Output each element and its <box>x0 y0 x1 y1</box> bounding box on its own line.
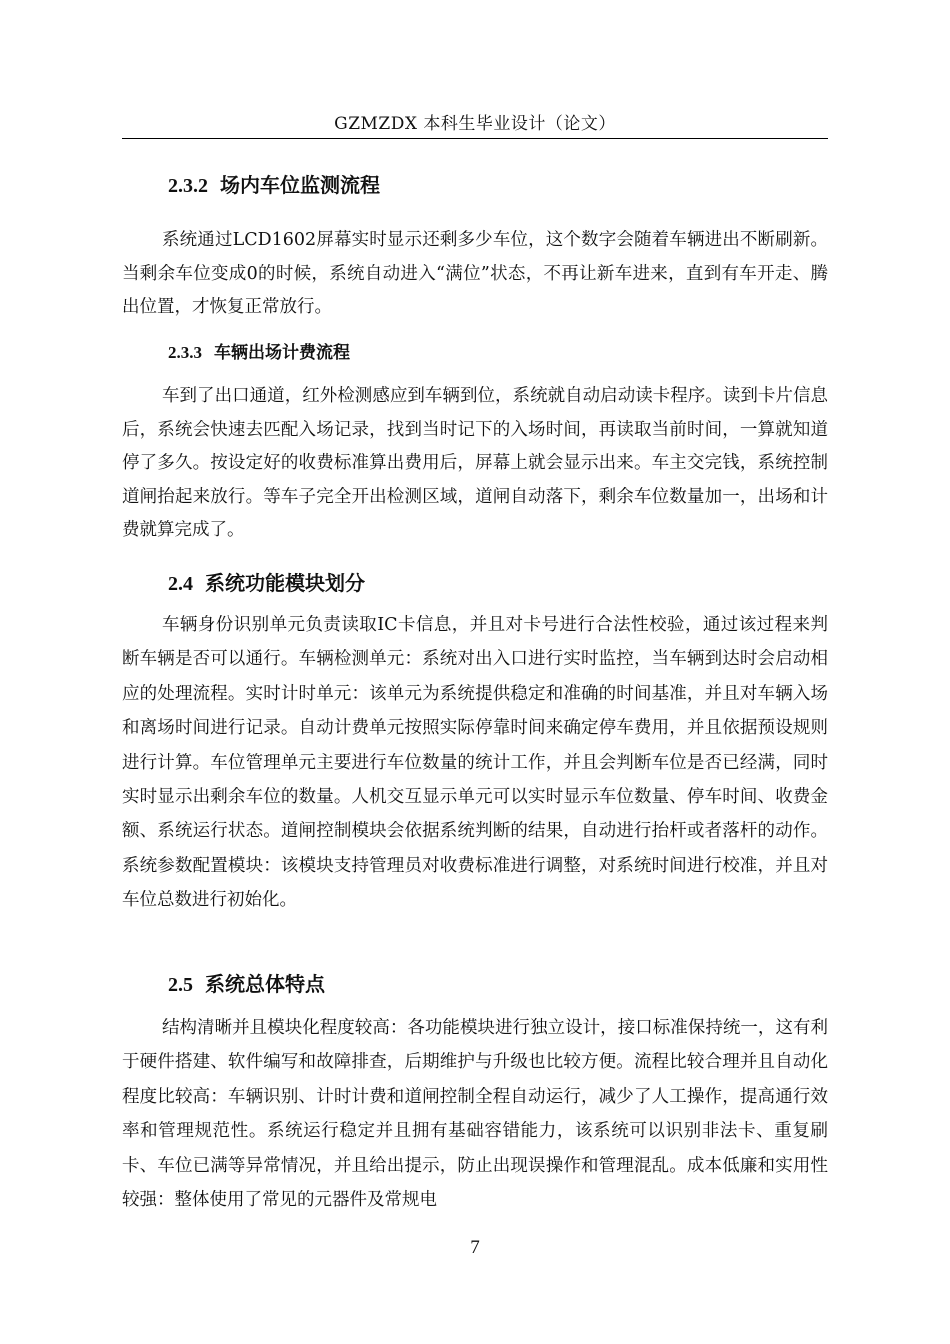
section-heading-2-3-3 <box>168 342 350 364</box>
paragraph-2-3-3: 车到了出口通道，红外检测感应到车辆到位，系统就自动启动读卡程序。读到卡片信息后，系统会快速去匹配入场记录，找到当时记下的入场时间，再读取当前时间，一算就知道停了多久。按设定好的收费标准算出费用后，屏幕上就会显示出来。车主交完钱，系统控制道闸抬起来放行。等车子完全开出检测区域，道闸自动落下，剩余车位数量加一，出场和计费就算完成了。 <box>122 386 828 540</box>
section-heading-2-4 <box>168 570 365 597</box>
section-title: 系统总体特点 <box>205 972 325 996</box>
section-number: 2.3.3 <box>168 343 202 362</box>
section-title: 系统功能模块划分 <box>205 571 365 595</box>
page-number: 7 <box>470 1237 480 1258</box>
paragraph-2-4: 车辆身份识别单元负责读取IC卡信息，并且对卡号进行合法性校验，通过该过程来判断车辆是否可以通行。车辆检测单元：系统对出入口进行实时监控，当车辆到达时会启动相应的处理流程。实时计时单元：该单元为系统提供稳定和准确的时间基准，并且对车辆入场和离场时间进行记录。自动计费单元按照实际停靠时间来确定停车费用，并且依据预设规则进行计算。车位管理单元主要进行车位数量的统计工作，并且会判断车位是否已经满，同时实时显示出剩余车位的数量。人机交互显示单元可以实时显示车位数量、停车时间、收费金额、系统运行状态。道闸控制模块会依据系统判断的结果，自动进行抬杆或者落杆的动作。系统参数配置模块：该模块支持管理员对收费标准进行调整，对系统时间进行校准，并且对车位总数进行初始化。 <box>122 615 828 911</box>
section-number: 2.5 <box>168 974 193 996</box>
section-title: 车辆出场计费流程 <box>214 343 350 363</box>
header-rule <box>122 138 828 139</box>
section-title: 场内车位监测流程 <box>220 173 380 197</box>
section-number: 2.3.2 <box>168 175 208 197</box>
section-heading-2-5 <box>168 971 325 998</box>
section-number: 2.4 <box>168 573 193 595</box>
section-heading-2-3-2 <box>168 172 380 199</box>
paragraph-2-5: 结构清晰并且模块化程度较高：各功能模块进行独立设计，接口标准保持统一，这有利于硬件搭建、软件编写和故障排查，后期维护与升级也比较方便。流程比较合理并且自动化程度比较高：车辆识别、计时计费和道闸控制全程自动运行，减少了人工操作，提高通行效率和管理规范性。系统运行稳定并且拥有基础容错能力，该系统可以识别非法卡、重复刷卡、车位已满等异常情况，并且给出提示，防止出现误操作和管理混乱。成本低廉和实用性较强：整体使用了常见的元器件及常规电 <box>122 1018 828 1211</box>
running-header: GZMZDX 本科生毕业设计（论文） <box>334 114 616 134</box>
paragraph-2-3-2: 系统通过LCD1602屏幕实时显示还剩多少车位，这个数字会随着车辆进出不断刷新。当剩余车位变成0的时候，系统自动进入“满位”状态，不再让新车进来，直到有车开走、腾出位置，才恢复正常放行。 <box>122 230 828 317</box>
